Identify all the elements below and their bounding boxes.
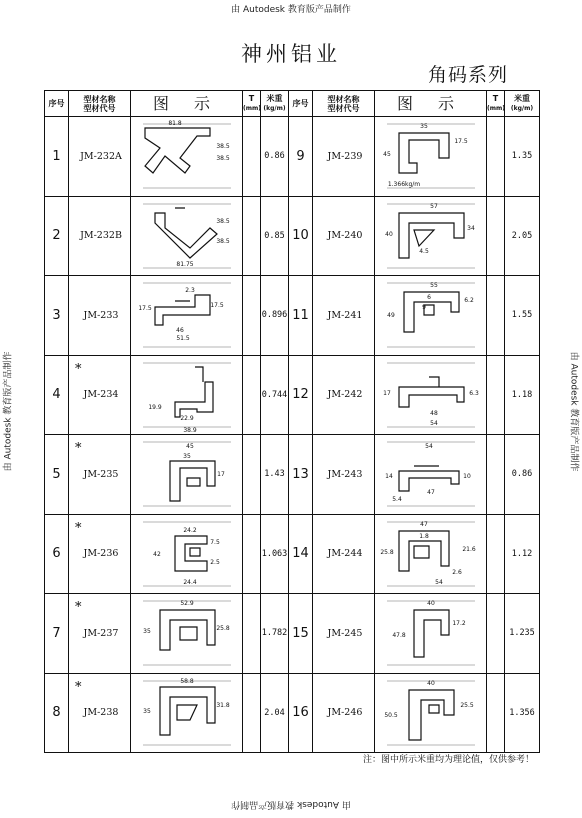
profile-figure (375, 594, 487, 674)
footnote: 注：图中所示米重均为理论值，仅供参考！ (362, 755, 534, 765)
weight-value: 1.063 (261, 514, 289, 594)
profile-outline (399, 377, 464, 407)
dimension-label: 10 (462, 473, 471, 481)
dimension-label: 21.6 (461, 545, 476, 553)
profile-outline (175, 367, 213, 417)
profile-drawing (379, 516, 483, 592)
profile-code-label: JM-238 (83, 707, 119, 719)
row-number: 14 (289, 514, 313, 594)
profile-drawing (379, 436, 483, 512)
dimension-label: 2.5 (209, 558, 220, 566)
thickness-cell (243, 673, 261, 753)
profile-outline (155, 295, 210, 325)
profile-code-label: JM-241 (327, 309, 363, 321)
table-row (45, 594, 540, 674)
dimension-label: 47.8 (391, 632, 406, 640)
dimension-label: 9 (421, 304, 426, 312)
dimension-label: 25.8 (379, 548, 394, 556)
profile-code-label: JM-234 (83, 389, 119, 401)
row-number: 9 (289, 117, 313, 197)
dimension-label: 1.366kg/m (387, 181, 420, 189)
profile-code (313, 673, 375, 753)
dimension-label: 45 (185, 443, 194, 451)
watermark-left: 由 Autodesk 教育版产品制作 (3, 351, 14, 472)
profile-drawing (379, 277, 483, 353)
dimension-label: 17 (216, 471, 225, 479)
dimension-label: 4.5 (418, 247, 429, 255)
thickness-cell (487, 435, 505, 515)
profile-code (69, 117, 131, 197)
company-title: 神州铝业 (241, 42, 341, 66)
profile-figure (375, 673, 487, 753)
star-marker: * (75, 361, 82, 377)
thickness-cell (487, 355, 505, 435)
profile-outline (414, 610, 449, 657)
table-header-row (45, 91, 540, 117)
profile-drawing (135, 118, 239, 194)
dimension-label: 17.5 (453, 138, 468, 146)
dimension-label: 49 (386, 312, 395, 320)
dimension-label: 54 (434, 578, 443, 586)
weight-value: 2.04 (261, 673, 289, 753)
row-number: 11 (289, 276, 313, 356)
header-t: T (mm) (487, 91, 505, 117)
star-marker: * (75, 679, 82, 695)
header-model: 型材名称 型材代号 (69, 91, 131, 117)
profile-code-label: JM-232A (80, 150, 122, 162)
dimension-label: 38.9 (182, 426, 197, 433)
profile-outline (399, 133, 449, 173)
watermark-right: 由 Autodesk 教育版产品制作 (568, 351, 579, 472)
dimension-label: 7.5 (209, 538, 220, 546)
dimension-label: 54 (424, 443, 433, 451)
weight-value: 0.744 (261, 355, 289, 435)
profile-code (69, 276, 131, 356)
dimension-line (143, 204, 231, 268)
dimension-label: 35 (142, 707, 151, 715)
profile-drawing (379, 595, 483, 671)
row-number: 4 (45, 355, 69, 435)
profile-figure (375, 196, 487, 276)
dimension-label: 40 (384, 230, 393, 238)
profile-drawing (135, 675, 239, 751)
header-seq: 序号 (289, 91, 313, 117)
profile-code-label: JM-239 (327, 150, 363, 162)
profile-code (313, 196, 375, 276)
dimension-label: 81.75 (175, 260, 194, 268)
row-number: 12 (289, 355, 313, 435)
dimension-label: 47 (419, 520, 428, 528)
profile-drawing (135, 436, 239, 512)
thickness-cell (243, 276, 261, 356)
weight-value: 0.896 (261, 276, 289, 356)
row-number: 16 (289, 673, 313, 753)
weight-value: 0.86 (505, 435, 540, 515)
profile-outline (399, 213, 464, 258)
profile-figure (131, 514, 243, 594)
profile-drawing (379, 118, 483, 194)
profile-figure (375, 514, 487, 594)
dimension-label: 51.5 (175, 335, 190, 343)
header-weight: 米重 (kg/m) (505, 91, 540, 117)
dimension-label: 57 (429, 202, 438, 210)
dimension-label: 2.6 (451, 568, 462, 576)
thickness-cell (243, 196, 261, 276)
profile-figure (375, 117, 487, 197)
profile-code-label: JM-242 (327, 389, 363, 401)
table-row (45, 276, 540, 356)
profile-figure (375, 355, 487, 435)
profile-drawing (379, 198, 483, 274)
table-row (45, 355, 540, 435)
profile-drawing (135, 198, 239, 274)
profile-drawing (379, 357, 483, 433)
table-row (45, 435, 540, 515)
profile-table (44, 90, 540, 753)
profile-outline (155, 208, 217, 258)
dimension-label: 38.5 (215, 143, 230, 151)
profile-drawing (379, 675, 483, 751)
profile-code (313, 435, 375, 515)
dimension-label: 50.5 (383, 711, 398, 719)
weight-value: 1.12 (505, 514, 540, 594)
profile-code-label: JM-246 (327, 707, 363, 719)
dimension-label: 24.4 (182, 578, 197, 586)
dimension-label: 34 (466, 224, 475, 232)
weight-value: 1.55 (505, 276, 540, 356)
profile-drawing (135, 277, 239, 353)
weight-value: 0.86 (261, 117, 289, 197)
profile-figure (131, 594, 243, 674)
dimension-label: 2.3 (184, 287, 195, 295)
profile-figure (375, 435, 487, 515)
weight-value: 1.782 (261, 594, 289, 674)
dimension-label: 46 (175, 327, 184, 335)
dimension-label: 1.8 (418, 532, 429, 540)
profile-code (69, 594, 131, 674)
table-row (45, 673, 540, 753)
row-number: 13 (289, 435, 313, 515)
thickness-cell (243, 117, 261, 197)
profile-figure (131, 355, 243, 435)
dimension-label: 24.2 (182, 526, 197, 534)
dimension-label: 6 (426, 294, 431, 302)
profile-code (69, 514, 131, 594)
row-number: 8 (45, 673, 69, 753)
profile-code (69, 435, 131, 515)
watermark-top: 由 Autodesk 教育版产品制作 (231, 5, 351, 15)
table-row (45, 514, 540, 594)
profile-code (313, 594, 375, 674)
dimension-label: 17.5 (209, 302, 224, 310)
table-row (45, 196, 540, 276)
profile-code-label: JM-236 (83, 548, 119, 560)
profile-code (69, 673, 131, 753)
dimension-label: 81.8 (167, 120, 182, 128)
dimension-label: 6.2 (463, 297, 474, 305)
profile-code-label: JM-232B (80, 230, 122, 242)
weight-value: 1.43 (261, 435, 289, 515)
star-marker: * (75, 520, 82, 536)
profile-code (313, 514, 375, 594)
weight-value: 1.35 (505, 117, 540, 197)
row-number: 3 (45, 276, 69, 356)
series-title: 角码系列 (428, 64, 509, 86)
profile-code-label: JM-235 (83, 468, 119, 480)
dimension-line (143, 681, 231, 745)
dimension-label: 45 (382, 151, 391, 159)
dimension-label: 25.8 (215, 625, 230, 633)
profile-code-label: JM-244 (327, 548, 363, 560)
dimension-label: 14 (384, 473, 393, 481)
dimension-label: 22.9 (179, 414, 194, 422)
thickness-cell (243, 355, 261, 435)
profile-drawing (135, 357, 239, 433)
dimension-label: 40 (426, 600, 435, 608)
thickness-cell (487, 117, 505, 197)
table-row (45, 117, 540, 197)
dimension-label: 54 (429, 419, 438, 427)
dimension-label: 31.8 (215, 701, 230, 709)
watermark-bottom: 由 Autodesk 教育版产品制作 (231, 799, 351, 809)
profile-figure (131, 196, 243, 276)
dimension-label: 38.5 (215, 155, 230, 163)
thickness-cell (487, 276, 505, 356)
profile-code-label: JM-243 (327, 468, 363, 480)
dimension-label: 17.2 (451, 620, 466, 628)
profile-code (313, 276, 375, 356)
header-t: T (mm) (243, 91, 261, 117)
row-number: 15 (289, 594, 313, 674)
thickness-cell (487, 673, 505, 753)
dimension-label: 55 (429, 282, 438, 290)
profile-code (69, 196, 131, 276)
profile-outline (175, 536, 207, 571)
profile-figure (131, 435, 243, 515)
profile-figure (375, 276, 487, 356)
header-figure: 图 示 (375, 91, 487, 117)
thickness-cell (243, 594, 261, 674)
profile-outline (160, 687, 215, 735)
dimension-line (387, 124, 475, 188)
thickness-cell (243, 435, 261, 515)
profile-outline (170, 461, 215, 501)
profile-outline (145, 128, 210, 173)
profile-code-label: JM-237 (83, 627, 119, 639)
dimension-label: 17 (382, 389, 391, 397)
profile-outline (160, 610, 215, 650)
weight-value: 2.05 (505, 196, 540, 276)
profile-code-label: JM-240 (327, 230, 363, 242)
header-figure: 图 示 (131, 91, 243, 117)
profile-drawing (135, 595, 239, 671)
dimension-label: 40 (426, 679, 435, 687)
header-model: 型材名称 型材代号 (313, 91, 375, 117)
profile-code (69, 355, 131, 435)
dimension-label: 19.9 (147, 403, 162, 411)
profile-code (313, 355, 375, 435)
weight-value: 0.85 (261, 196, 289, 276)
dimension-label: 38.5 (215, 217, 230, 225)
thickness-cell (487, 594, 505, 674)
dimension-label: 42 (152, 550, 161, 558)
dimension-label: 35 (182, 453, 191, 461)
row-number: 10 (289, 196, 313, 276)
profile-code (313, 117, 375, 197)
profile-figure (131, 117, 243, 197)
dimension-label: 17.5 (137, 305, 152, 313)
profile-code-label: JM-245 (327, 627, 363, 639)
dimension-label: 48 (429, 409, 438, 417)
profile-figure (131, 276, 243, 356)
weight-value: 1.235 (505, 594, 540, 674)
row-number: 2 (45, 196, 69, 276)
star-marker: * (75, 441, 82, 456)
dimension-label: 52.9 (179, 600, 194, 608)
row-number: 6 (45, 514, 69, 594)
dimension-label: 5.4 (391, 496, 402, 504)
profile-code-label: JM-233 (83, 309, 119, 321)
row-number: 7 (45, 594, 69, 674)
header-seq: 序号 (45, 91, 69, 117)
row-number: 5 (45, 435, 69, 515)
dimension-label: 38.5 (215, 237, 230, 245)
weight-value: 1.18 (505, 355, 540, 435)
dimension-label: 58.8 (179, 677, 194, 685)
star-marker: * (75, 600, 82, 615)
profile-outline (399, 466, 459, 491)
dimension-label: 25.5 (459, 701, 474, 709)
dimension-label: 47 (426, 489, 435, 497)
dimension-label: 35 (419, 123, 428, 131)
thickness-cell (487, 196, 505, 276)
row-number: 1 (45, 117, 69, 197)
dimension-label: 35 (142, 628, 151, 636)
profile-drawing (135, 516, 239, 592)
dimension-label: 6.3 (468, 389, 479, 397)
header-weight: 米重 (kg/m) (261, 91, 289, 117)
thickness-cell (243, 514, 261, 594)
profile-outline (404, 292, 459, 332)
profile-outline (409, 690, 454, 740)
profile-figure (131, 673, 243, 753)
thickness-cell (487, 514, 505, 594)
weight-value: 1.356 (505, 673, 540, 753)
